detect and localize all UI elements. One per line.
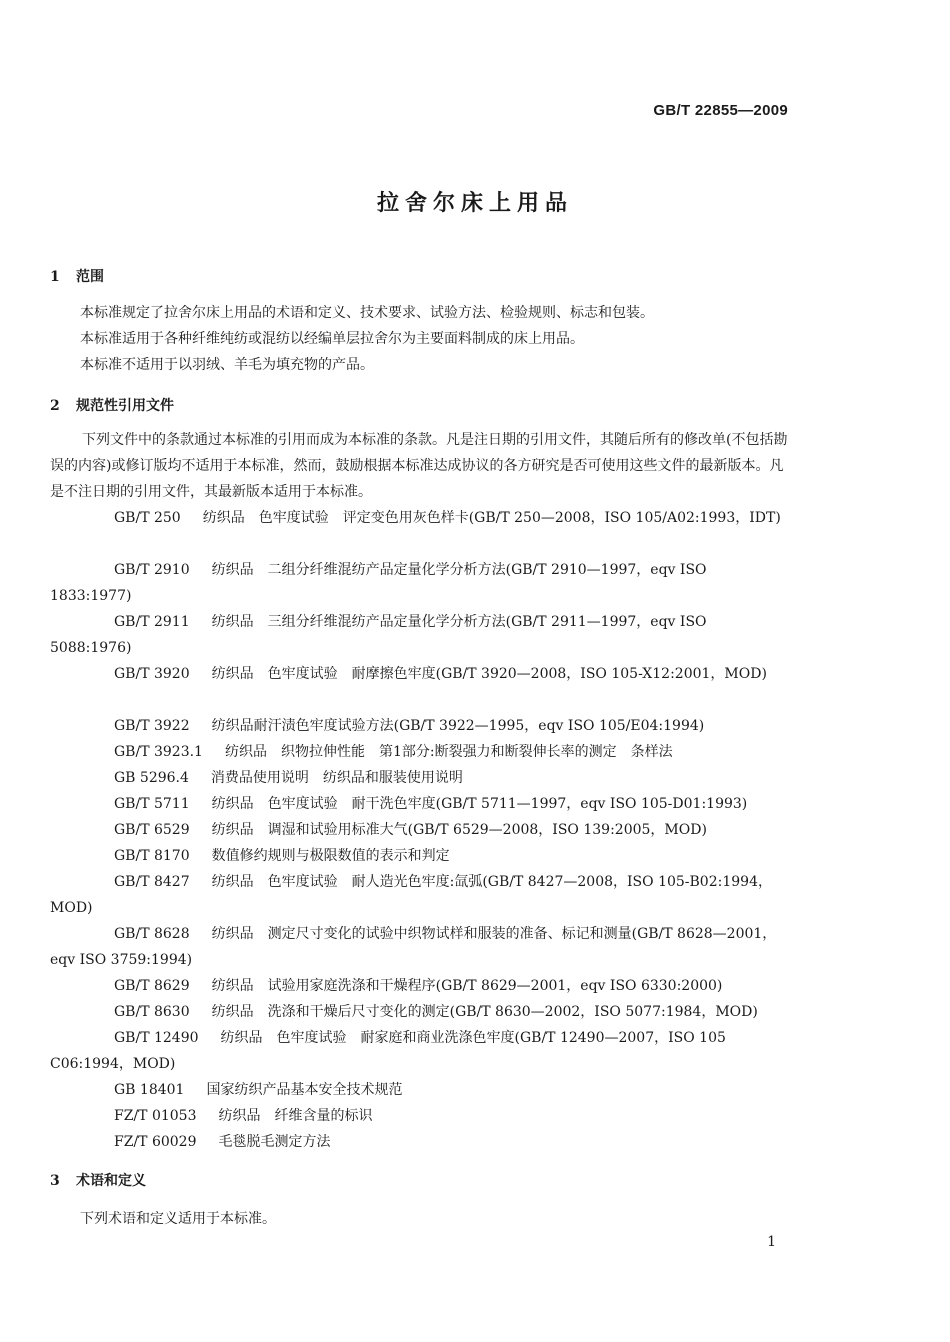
reference-title: 纺织品 织物拉伸性能 第1部分:断裂强力和断裂伸长率的测定 条样法 — [224, 744, 673, 760]
section-title: 规范性引用文件 — [76, 398, 174, 414]
reference-title: 纺织品耐汗渍色牢度试验方法(GB/T 3922—1995，eqv ISO 105/E04:1994) — [211, 718, 705, 734]
reference-code: FZ/T 01053 — [114, 1108, 197, 1124]
reference-title: 纺织品 色牢度试验 耐摩擦色牢度(GB/T 3920—2008，ISO 105-X12:2001，MOD) — [211, 666, 767, 682]
reference-code: GB/T 6529 — [114, 822, 190, 838]
reference-code: GB/T 8170 — [114, 848, 190, 864]
reference-item — [50, 739, 790, 765]
reference-title: 纺织品 测定尺寸变化的试验中织物试样和服装的准备、标记和测量(GB/T 8628—2001，eqv ISO 3759:1994) — [50, 926, 777, 968]
reference-code: GB/T 8427 — [114, 874, 190, 890]
reference-code: GB/T 250 — [114, 510, 181, 526]
reference-item — [50, 973, 790, 999]
reference-title: 纺织品 色牢度试验 耐人造光色牢度:氙弧(GB/T 8427—2008，ISO 105-B02:1994，MOD) — [50, 874, 772, 916]
section-3-body — [50, 1206, 790, 1232]
reference-title: 纺织品 洗涤和干燥后尺寸变化的测定(GB/T 8630—2002，ISO 5077:1984，MOD) — [211, 1004, 758, 1020]
reference-item — [50, 921, 790, 973]
reference-item — [50, 765, 790, 791]
reference-title: 纺织品 色牢度试验 耐家庭和商业洗涤色牢度(GB/T 12490—2007，ISO 105 C06:1994，MOD) — [50, 1030, 726, 1072]
section-1-heading — [50, 266, 104, 286]
reference-item — [50, 791, 790, 817]
reference-item — [50, 1025, 790, 1077]
reference-code: GB/T 3922 — [114, 718, 190, 734]
reference-title: 纺织品 调湿和试验用标准大气(GB/T 6529—2008，ISO 139:2005，MOD) — [211, 822, 707, 838]
reference-title: 数值修约规则与极限数值的表示和判定 — [211, 848, 450, 864]
reference-title: 国家纺织产品基本安全技术规范 — [206, 1082, 403, 1098]
reference-item — [50, 505, 790, 531]
reference-code: GB/T 3920 — [114, 666, 190, 682]
section-number: 1 — [50, 269, 60, 285]
paragraph: 下列术语和定义适用于本标准。 — [80, 1211, 276, 1227]
reference-item — [50, 609, 790, 661]
paragraph: 本标准不适用于以羽绒、羊毛为填充物的产品。 — [80, 357, 374, 373]
paragraph: 本标准规定了拉舍尔床上用品的术语和定义、技术要求、试验方法、检验规则、标志和包装。 — [80, 305, 654, 321]
reference-item — [50, 713, 790, 739]
section-2-heading — [50, 395, 174, 415]
section-3-heading — [50, 1170, 146, 1190]
reference-title: 纺织品 色牢度试验 耐干洗色牢度(GB/T 5711—1997，eqv ISO 105-D01:1993) — [211, 796, 748, 812]
document-title: 拉舍尔床上用品 — [376, 190, 573, 216]
reference-code: GB/T 8630 — [114, 1004, 190, 1020]
reference-title: 纺织品 色牢度试验 评定变色用灰色样卡(GB/T 250—2008，ISO 105/A02:1993，IDT) — [202, 510, 781, 526]
section-title: 术语和定义 — [76, 1173, 146, 1189]
reference-item — [50, 661, 790, 687]
reference-code: GB/T 2911 — [114, 614, 190, 630]
reference-code: GB/T 8628 — [114, 926, 190, 942]
reference-code: GB/T 12490 — [114, 1030, 199, 1046]
reference-item — [50, 557, 790, 609]
reference-title: 纺织品 二组分纤维混纺产品定量化学分析方法(GB/T 2910—1997，eqv ISO 1833:1977) — [50, 562, 707, 604]
reference-item — [50, 817, 790, 843]
reference-title: 消费品使用说明 纺织品和服装使用说明 — [210, 770, 463, 786]
paragraph: 本标准适用于各种纤维纯纺或混纺以经编单层拉舍尔为主要面料制成的床上用品。 — [80, 331, 584, 347]
reference-item — [50, 1077, 790, 1103]
section-1-body — [50, 300, 790, 378]
reference-item — [50, 869, 790, 921]
page-number: 1 — [767, 1234, 776, 1250]
standard-code: GB/T 22855—2009 — [653, 102, 788, 119]
reference-code: GB/T 5711 — [114, 796, 190, 812]
reference-title: 纺织品 三组分纤维混纺产品定量化学分析方法(GB/T 2911—1997，eqv ISO 5088:1976) — [50, 614, 707, 656]
reference-item — [50, 843, 790, 869]
reference-item — [50, 999, 790, 1025]
reference-code: GB/T 2910 — [114, 562, 190, 578]
section-number: 2 — [50, 398, 60, 414]
reference-code: GB/T 8629 — [114, 978, 190, 994]
reference-title: 纺织品 试验用家庭洗涤和干燥程序(GB/T 8629—2001，eqv ISO 6330:2000) — [211, 978, 723, 994]
reference-item — [50, 1103, 790, 1129]
reference-code: FZ/T 60029 — [114, 1134, 197, 1150]
reference-code: GB/T 3923.1 — [114, 744, 203, 760]
section-number: 3 — [50, 1173, 60, 1189]
reference-code: GB 18401 — [114, 1082, 185, 1098]
reference-title: 纺织品 纤维含量的标识 — [218, 1108, 373, 1124]
reference-title: 毛毯脱毛测定方法 — [218, 1134, 331, 1150]
section-title: 范围 — [76, 269, 104, 285]
section-2-intro: 下列文件中的条款通过本标准的引用而成为本标准的条款。凡是注日期的引用文件，其随后所有的修改单(不包括勘误的内容)或修订版均不适用于本标准，然而，鼓励根据本标准达成协议的各方研究是否可使用这些文件的最新版本。凡是不注日期的引用文件，其最新版本适用于本标准。 — [50, 432, 788, 500]
reference-item — [50, 1129, 790, 1155]
reference-code: GB 5296.4 — [114, 770, 189, 786]
